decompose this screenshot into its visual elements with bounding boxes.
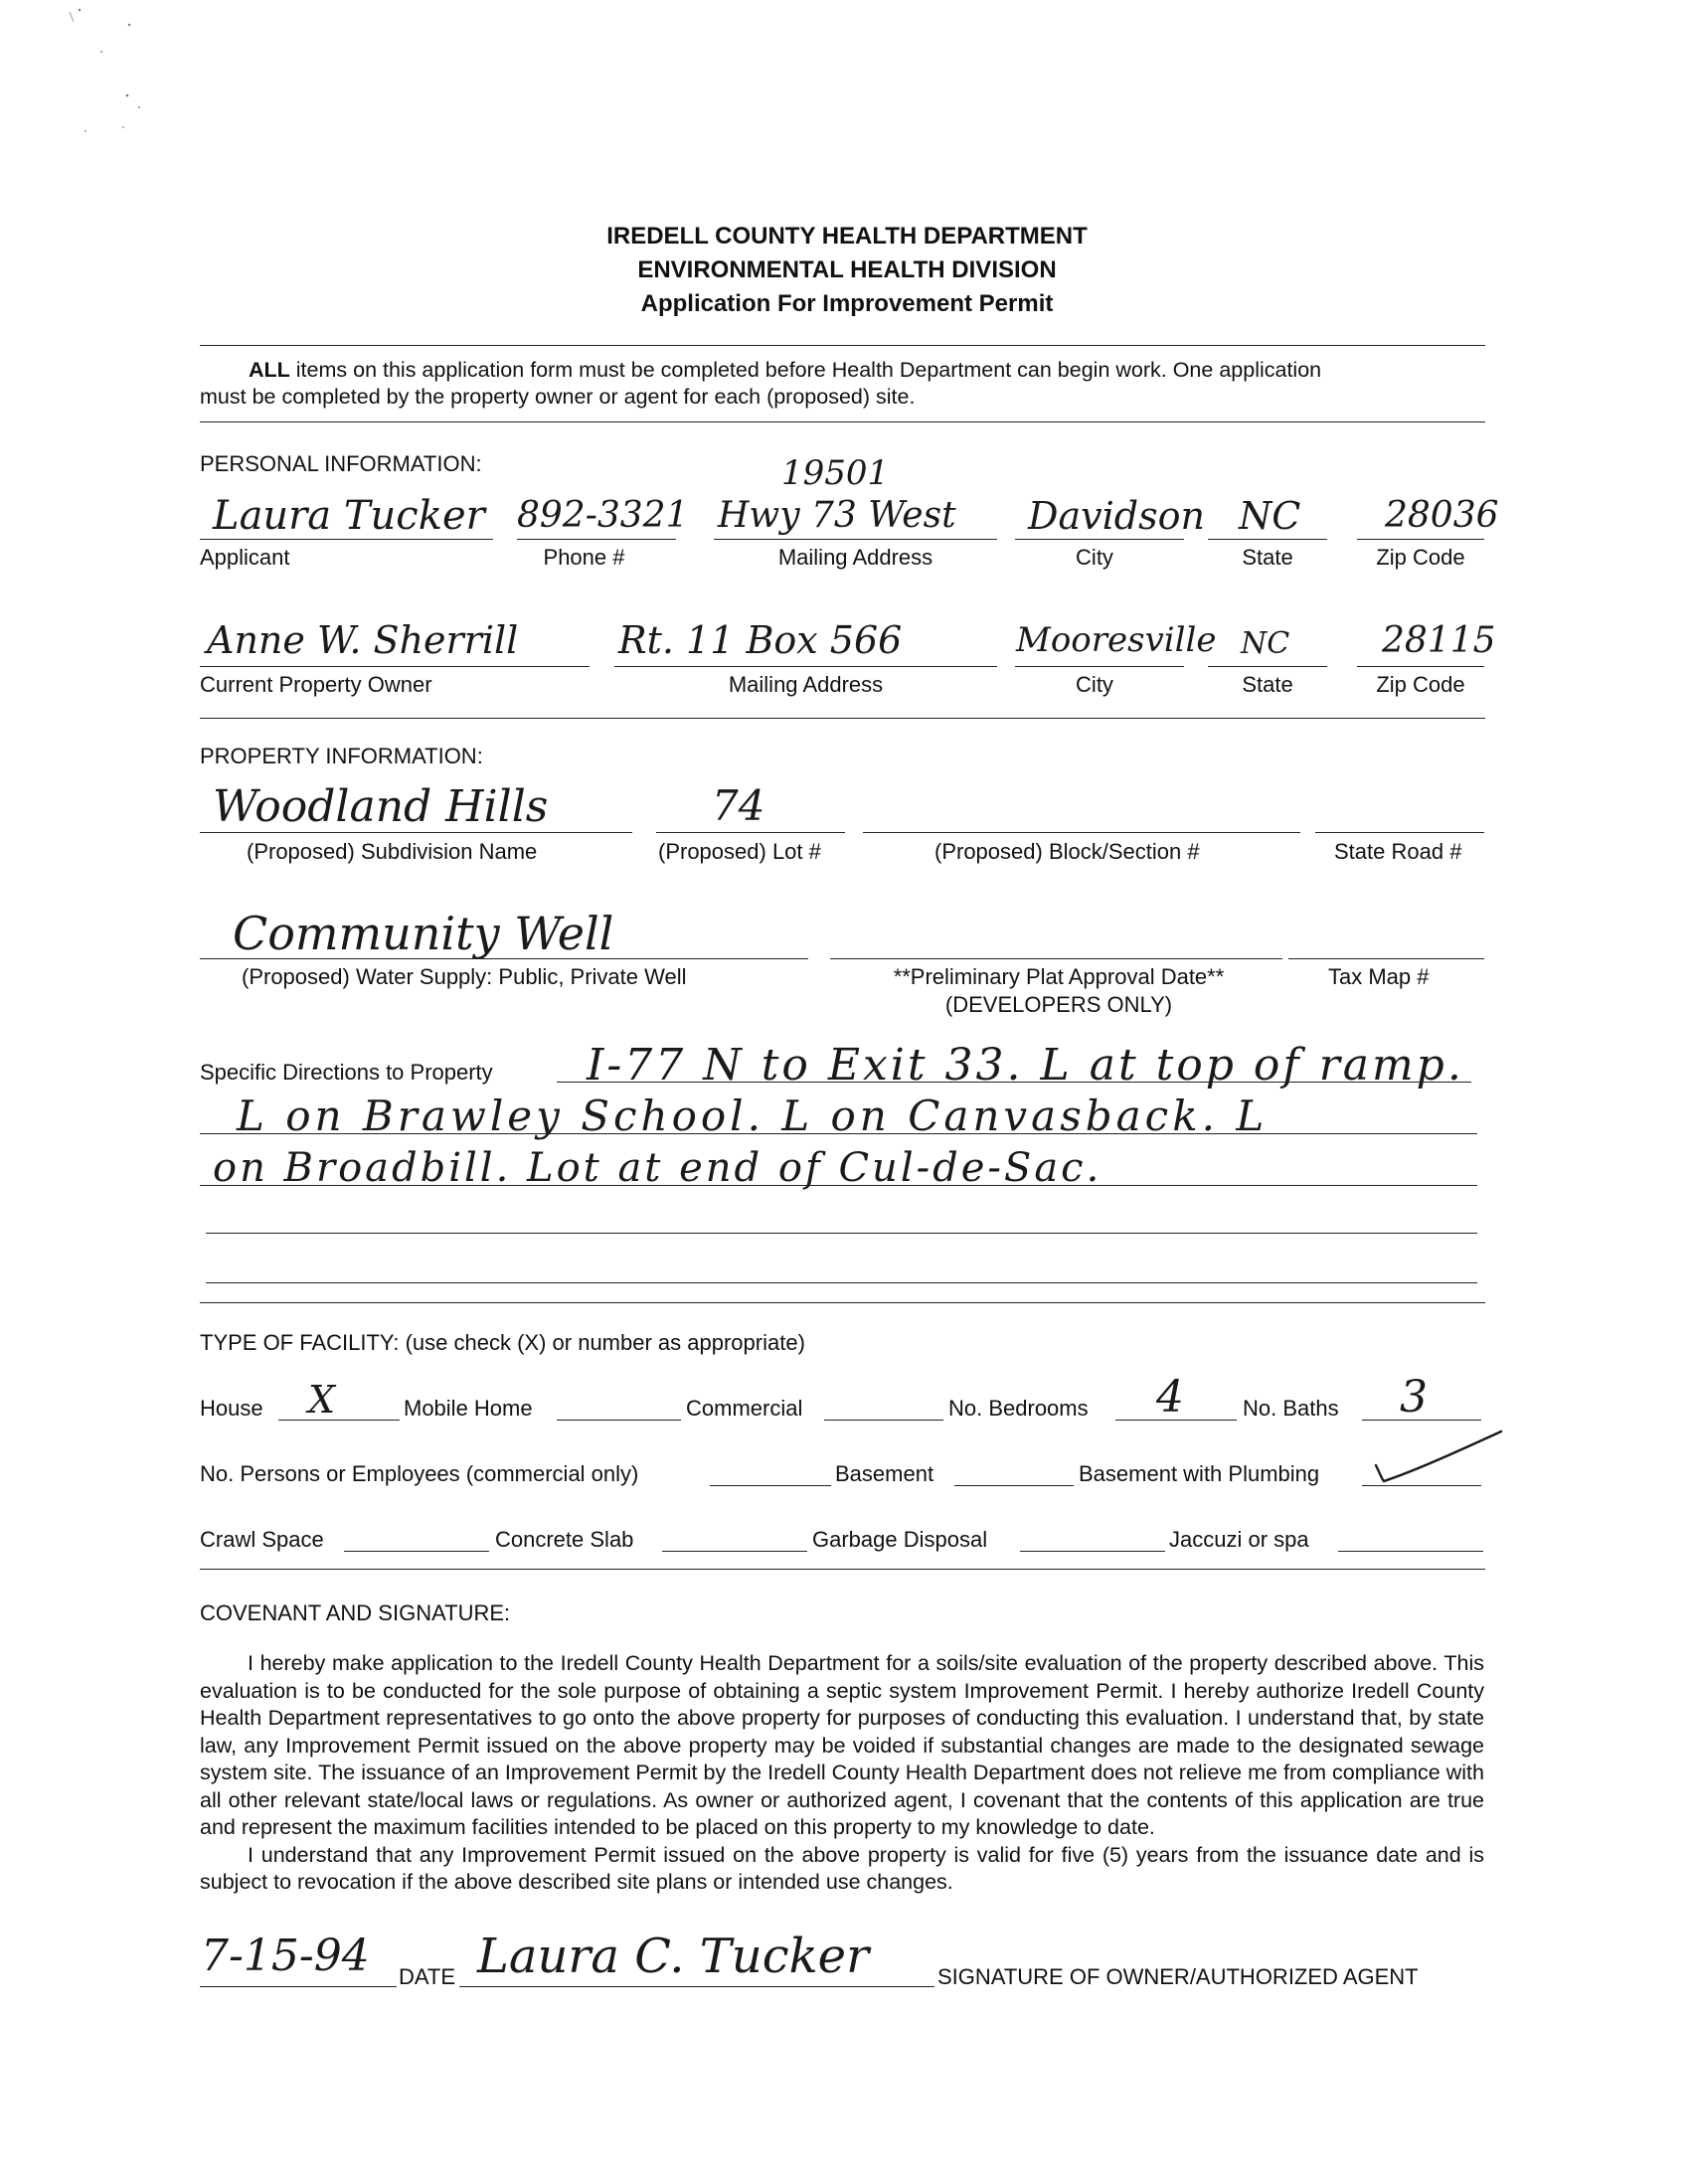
taxmap-label: Tax Map # — [1328, 964, 1430, 989]
underline — [614, 666, 997, 667]
directions-label: Specific Directions to Property — [200, 1060, 493, 1085]
underline — [517, 539, 676, 540]
underline — [1315, 832, 1484, 833]
directions-line-1: I-77 N to Exit 33. L at top of ramp. — [587, 1040, 1464, 1091]
property-heading: PROPERTY INFORMATION: — [200, 744, 483, 768]
divider — [200, 1569, 1485, 1570]
underline — [1362, 1420, 1481, 1421]
underline — [557, 1420, 681, 1421]
underline — [1357, 666, 1484, 667]
underline — [200, 1986, 397, 1987]
owner-mailing-label: Mailing Address — [728, 672, 884, 697]
covenant-heading: COVENANT AND SIGNATURE: — [200, 1600, 511, 1625]
house-label: House — [200, 1396, 263, 1421]
applicant-name-value: Laura Tucker — [213, 493, 485, 539]
date-value: 7-15-94 — [201, 1931, 370, 1981]
phone-label: Phone # — [543, 545, 625, 570]
scan-specks — [40, 0, 179, 149]
subdivision-value: Woodland Hills — [213, 781, 549, 832]
lot-value: 74 — [712, 781, 765, 830]
underline — [200, 666, 590, 667]
bedrooms-value: 4 — [1156, 1372, 1184, 1423]
underline — [200, 1133, 1477, 1134]
owner-zip-label: Zip Code — [1376, 672, 1465, 697]
baths-label: No. Baths — [1243, 1396, 1339, 1421]
baths-value: 3 — [1400, 1372, 1428, 1423]
owner-city-label: City — [1076, 672, 1113, 697]
underline — [459, 1986, 934, 1987]
underline — [344, 1551, 489, 1552]
owner-city-value: Mooresville — [1016, 620, 1217, 660]
directions-line-3: on Broadbill. Lot at end of Cul-de-Sac. — [213, 1145, 1102, 1191]
underline — [954, 1485, 1074, 1486]
slab-label: Concrete Slab — [495, 1527, 634, 1552]
header-title: Application For Improvement Permit — [640, 290, 1054, 317]
applicant-label: Applicant — [200, 545, 290, 570]
personal-heading: PERSONAL INFORMATION: — [200, 451, 482, 476]
underline — [1115, 1420, 1237, 1421]
underline — [557, 1082, 1471, 1083]
underline — [863, 832, 1300, 833]
plat-label: **Preliminary Plat Approval Date** — [893, 964, 1225, 989]
signature-label: SIGNATURE OF OWNER/AUTHORIZED AGENT — [937, 1964, 1419, 1989]
jacuzzi-label: Jaccuzi or spa — [1169, 1527, 1309, 1552]
owner-name-value: Anne W. Sherrill — [207, 618, 519, 662]
underline — [710, 1485, 831, 1486]
house-value: X — [308, 1378, 336, 1422]
underline — [1020, 1551, 1165, 1552]
underline — [1288, 958, 1484, 959]
mobile-label: Mobile Home — [404, 1396, 533, 1421]
underline — [1208, 666, 1327, 667]
applicant-street-number-value: 19501 — [781, 453, 890, 493]
water-label: (Proposed) Water Supply: Public, Private Well — [242, 964, 687, 989]
underline — [200, 832, 632, 833]
date-label: DATE — [399, 1964, 456, 1989]
subdivision-label: (Proposed) Subdivision Name — [247, 839, 538, 864]
zip-label: Zip Code — [1376, 545, 1465, 570]
underline — [200, 539, 493, 540]
underline — [662, 1551, 807, 1552]
underline — [656, 832, 845, 833]
intro-all: ALL — [249, 358, 290, 382]
persons-label: No. Persons or Employees (commercial only) — [200, 1461, 639, 1486]
underline — [1015, 666, 1184, 667]
garbage-label: Garbage Disposal — [812, 1527, 988, 1552]
underline — [714, 539, 997, 540]
underline — [200, 958, 808, 959]
covenant-paragraph-1: I hereby make application to the Iredell County Health Department for a soils/site evaluation of the property described above. This evaluation is to be conducted for the sole purpose of obtaining a septic system Improvement Permit. I hereby authorize Iredell County Health Department representatives to go onto the above property for purposes of conducting this evaluation. I understand that, by state law, any Improvement Permit issued on the above property may be voided if substantial changes are made to the designated sewage system site. The issuance of an Improvement Permit by the Iredell County Health Department does not relieve me from compliance with all other relevant state/local laws or regulations. As owner or authorized agent, I covenant that the contents of this application are true and represent the maximum facilities intended to be placed on this property to my knowledge to date. — [200, 1651, 1484, 1839]
underline — [824, 1420, 943, 1421]
underline — [1208, 539, 1327, 540]
owner-state-value: NC — [1241, 626, 1290, 661]
commercial-label: Commercial — [686, 1396, 803, 1421]
facility-heading: TYPE OF FACILITY: (use check (X) or number as appropriate) — [200, 1330, 805, 1355]
lot-label: (Proposed) Lot # — [658, 839, 821, 864]
underline — [206, 1282, 1477, 1283]
covenant-paragraph-2: I understand that any Improvement Permit issued on the above property is valid for five (5) years from the issuance date and is subject to revocation if the above described site plans or intended use changes. — [200, 1842, 1484, 1894]
covenant-text — [200, 1650, 1484, 1897]
bedrooms-label: No. Bedrooms — [948, 1396, 1089, 1421]
basement-plumbing-label: Basement with Plumbing — [1079, 1461, 1320, 1486]
applicant-city-value: Davidson — [1028, 494, 1205, 538]
crawl-label: Crawl Space — [200, 1527, 324, 1552]
intro-line-2: must be completed by the property owner or agent for each (proposed) site. — [200, 385, 916, 409]
owner-state-label: State — [1242, 672, 1293, 697]
underline — [1015, 539, 1184, 540]
underline — [200, 1185, 1477, 1186]
signature-value: Laura C. Tucker — [477, 1929, 870, 1984]
basement-plumbing-check-icon — [1364, 1426, 1513, 1487]
underline — [206, 1233, 1477, 1234]
underline — [830, 958, 1282, 959]
road-label: State Road # — [1334, 839, 1462, 864]
water-supply-value: Community Well — [233, 907, 614, 960]
applicant-state-value: NC — [1239, 494, 1301, 538]
city-label: City — [1076, 545, 1113, 570]
mailing-label: Mailing Address — [777, 545, 933, 570]
underline — [1357, 539, 1484, 540]
applicant-street-value: Hwy 73 West — [718, 495, 956, 536]
owner-label: Current Property Owner — [200, 672, 432, 697]
applicant-zip-value: 28036 — [1385, 495, 1499, 536]
applicant-phone-value: 892-3321 — [517, 495, 689, 536]
owner-zip-value: 28115 — [1382, 620, 1496, 661]
divider — [200, 421, 1485, 422]
header-department: IREDELL COUNTY HEALTH DEPARTMENT — [606, 223, 1088, 250]
owner-address-value: Rt. 11 Box 566 — [618, 618, 903, 662]
directions-line-2: L on Brawley School. L on Canvasback. L — [237, 1092, 1269, 1140]
divider — [200, 1302, 1485, 1303]
intro-text-1: items on this application form must be completed before Health Department can begin work. One application — [289, 358, 1322, 382]
plat-sublabel: (DEVELOPERS ONLY) — [944, 992, 1173, 1017]
state-label: State — [1242, 545, 1293, 570]
underline — [1338, 1551, 1483, 1552]
divider — [200, 345, 1485, 346]
divider — [200, 718, 1485, 719]
basement-label: Basement — [835, 1461, 934, 1486]
block-label: (Proposed) Block/Section # — [934, 839, 1200, 864]
underline — [278, 1420, 400, 1421]
intro-line-1 — [249, 358, 1321, 383]
header-division: ENVIRONMENTAL HEALTH DIVISION — [637, 256, 1057, 283]
